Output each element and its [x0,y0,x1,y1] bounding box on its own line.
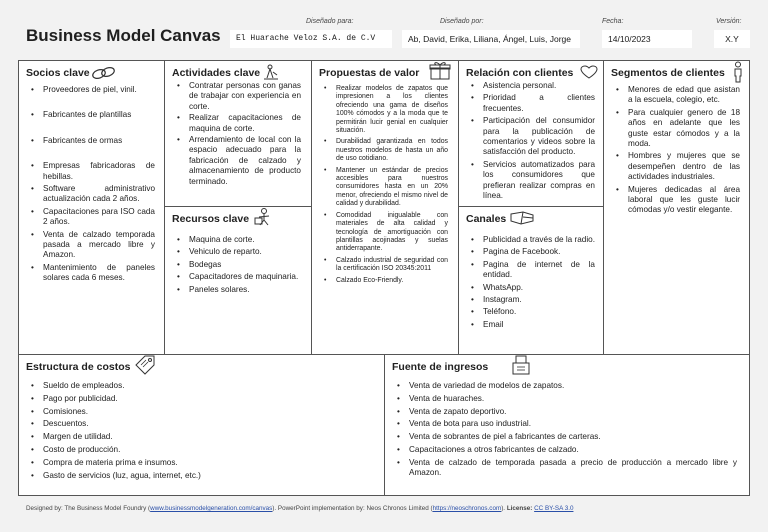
version-field[interactable]: X.Y [714,30,750,48]
list-item: • Calzado Eco-Friendly. [322,277,448,285]
list-item: • Venta de zapato deportivo. [395,407,737,417]
list-item: • Gasto de servicios (luz, agua, internet, etc.) [29,471,369,481]
list-item: • Costo de producción. [29,445,369,455]
designed-for-label: Diseñado para: [306,18,354,25]
footer-end-text: ). [501,505,506,512]
list-item: • Menores de edad que asistan a la escuela, colegio, etc. [614,85,740,106]
money-bag-icon [509,353,533,377]
value-propositions-section[interactable] [312,61,459,355]
list-item: • Teléfono. [469,307,595,317]
list-item: • Email [469,320,595,330]
key-resources-title: Recursos clave [172,213,250,225]
customer-segments-title: Segmentos de clientes [611,67,725,79]
list-item: • Paneles solares. [175,285,301,295]
list-item: • Margen de utilidad. [29,432,369,442]
footer-designed-by: Designed by: The Business Model Foundry ( [26,505,151,512]
list-item: • Venta de calzado temporada pasada a mercado libre y Amazon. [29,230,155,261]
list-item: • Contratar personas con ganas de trabajar con experiencia en corte. [175,81,301,112]
list-item: • Hombres y mujeres que se desempeñen dentro de las actividades industriales. [614,151,740,182]
customer-relationships-list [469,81,595,201]
list-item: • Fabricantes de ormas [29,136,155,146]
list-item: • Servicios automatizados para los consumidores que prefieran realizar compras en línea. [469,160,595,202]
key-partners-section[interactable] [19,61,165,355]
list-item: • WhatsApp. [469,283,595,293]
designed-for-field[interactable]: El Huarache Veloz S.A. de C.V [230,30,392,48]
gift-icon [428,61,452,81]
list-item: • Arrendamiento de local con la espacio adecuado para la fabricación de calzado y almacenamiento de producto terminado. [175,135,301,187]
list-item: • Mantenimiento de paneles solares cada 6 meses. [29,263,155,284]
key-partners-title: Socios clave [26,67,90,79]
list-item: • Participación del consumidor para la publicación de comentarios y videos sobre la satisfacción del producto. [469,116,595,158]
list-item: • Mujeres dedicadas al área laboral que les guste lucir cómodas y/o vestir elegante. [614,185,740,216]
person-icon [731,61,745,83]
page-title: Business Model Canvas [26,26,221,45]
business-model-canvas [18,60,750,496]
customer-relationships-section[interactable] [459,61,604,207]
list-item: • Realizar capacitaciones de maquina de corte. [175,113,301,134]
list-item: • Proveedores de piel, vinil. [29,85,155,95]
list-item: • Software administrativo actualización cada 2 años. [29,184,155,205]
list-item: • Venta de calzado de temporada pasada a precio de producción a mercado libre y Amazon. [395,458,737,479]
worker-icon [253,207,273,227]
date-label: Fecha: [602,18,624,25]
revenue-streams-list [395,381,737,479]
list-item: • Pagina de internet de la entidad. [469,260,595,281]
list-item: • Durabilidad garantizada en todos nuestros modelos de hasta un año de uso cotidiano. [322,138,448,163]
key-activities-list [175,81,301,187]
cost-structure-section[interactable] [19,355,385,495]
version-label: Versión: [716,18,742,25]
foundry-link[interactable]: www.businessmodelgeneration.com/canvas [150,505,273,512]
value-propositions-title: Propuestas de valor [319,67,420,79]
channels-section[interactable] [459,207,604,355]
list-item: • Comodidad inigualable con materiales de alta calidad y tecnología de amortiguación con plantillas acojinadas y suelas antiderrapante. [322,212,448,254]
list-item: • Fabricantes de plantillas [29,110,155,120]
channels-title: Canales [466,213,507,225]
list-item: • Venta de variedad de modelos de zapatos. [395,381,737,391]
list-item: • Compra de materia prima e insumos. [29,458,369,468]
list-item: • Vehiculo de reparto. [175,247,301,257]
list-item: • Publicidad a través de la radio. [469,235,595,245]
key-activities-title: Actividades clave [172,67,261,79]
revenue-streams-section[interactable] [385,355,749,495]
key-partners-list [29,85,155,284]
list-item: • Capacitaciones a otros fabricantes de calzado. [395,445,737,455]
checklist-icon [261,63,281,81]
customer-segments-section[interactable] [604,61,749,355]
license-link[interactable]: CC BY-SA 3.0 [534,505,574,512]
designed-by-label: Diseñado por: [440,18,484,25]
price-tag-icon [133,353,157,377]
list-item: • Para cualquier genero de 18 años en adelante que les guste estar cómodos y a la moda. [614,108,740,150]
list-item: • Asistencia personal. [469,81,595,91]
list-item: • Sueldo de empleados. [29,381,369,391]
date-field[interactable]: 14/10/2023 [602,30,692,48]
list-item: • Venta de sobrantes de piel a fabricantes de carteras. [395,432,737,442]
designed-by-field[interactable]: Ab, David, Erika, Liliana, Ángel, Luis, Jorge [402,30,580,48]
customer-relationships-title: Relación con clientes [466,67,574,79]
list-item: • Pagina de Facebook. [469,247,595,257]
cost-structure-title: Estructura de costos [26,361,131,373]
list-item: • Prioridad a clientes frecuentes. [469,93,595,114]
neos-link[interactable]: https://neoschronos.com [432,505,502,512]
list-item: • Venta de huaraches. [395,394,737,404]
footer-credits [26,505,573,512]
customer-segments-list [614,85,740,216]
value-propositions-list [322,85,448,285]
list-item: • Comisiones. [29,407,369,417]
list-item: • Descuentos. [29,419,369,429]
license-label: License: [506,505,533,512]
chain-link-icon [91,65,117,81]
list-item: • Venta de bota para uso industrial. [395,419,737,429]
footer-ppt-text: ). PowerPoint implementation by: Neos Chronos Limited ( [272,505,433,512]
key-activities-section[interactable] [165,61,312,207]
list-item: • Realizar modelos de zapatos que impresionen a los clientes ofreciendo una gama de diseños 100% cómodos y a la moda que te permitirán lucir genial en cualquier situación. [322,85,448,135]
key-resources-list [175,235,301,295]
revenue-streams-title: Fuente de ingresos [392,361,489,373]
list-item: • Capacitaciones para ISO cada 2 años. [29,207,155,228]
list-item: • Mantener un estándar de precios accesibles para nuestros consumidores hasta en un 20% menor, ofreciendo el mismo nivel de calidad y durabilidad. [322,167,448,209]
channels-list [469,235,595,330]
list-item: • Empresas fabricadoras de hebillas. [29,161,155,182]
list-item: • Pago por publicidad. [29,394,369,404]
truck-icon [509,209,535,227]
cost-structure-list [29,381,369,481]
list-item: • Maquina de corte. [175,235,301,245]
list-item: • Calzado industrial de seguridad con la certificación ISO 20345:2011 [322,257,448,274]
heart-icon [580,65,598,79]
key-resources-section[interactable] [165,207,312,355]
list-item: • Capacitadores de maquinaria. [175,272,301,282]
list-item: • Bodegas [175,260,301,270]
list-item: • Instagram. [469,295,595,305]
